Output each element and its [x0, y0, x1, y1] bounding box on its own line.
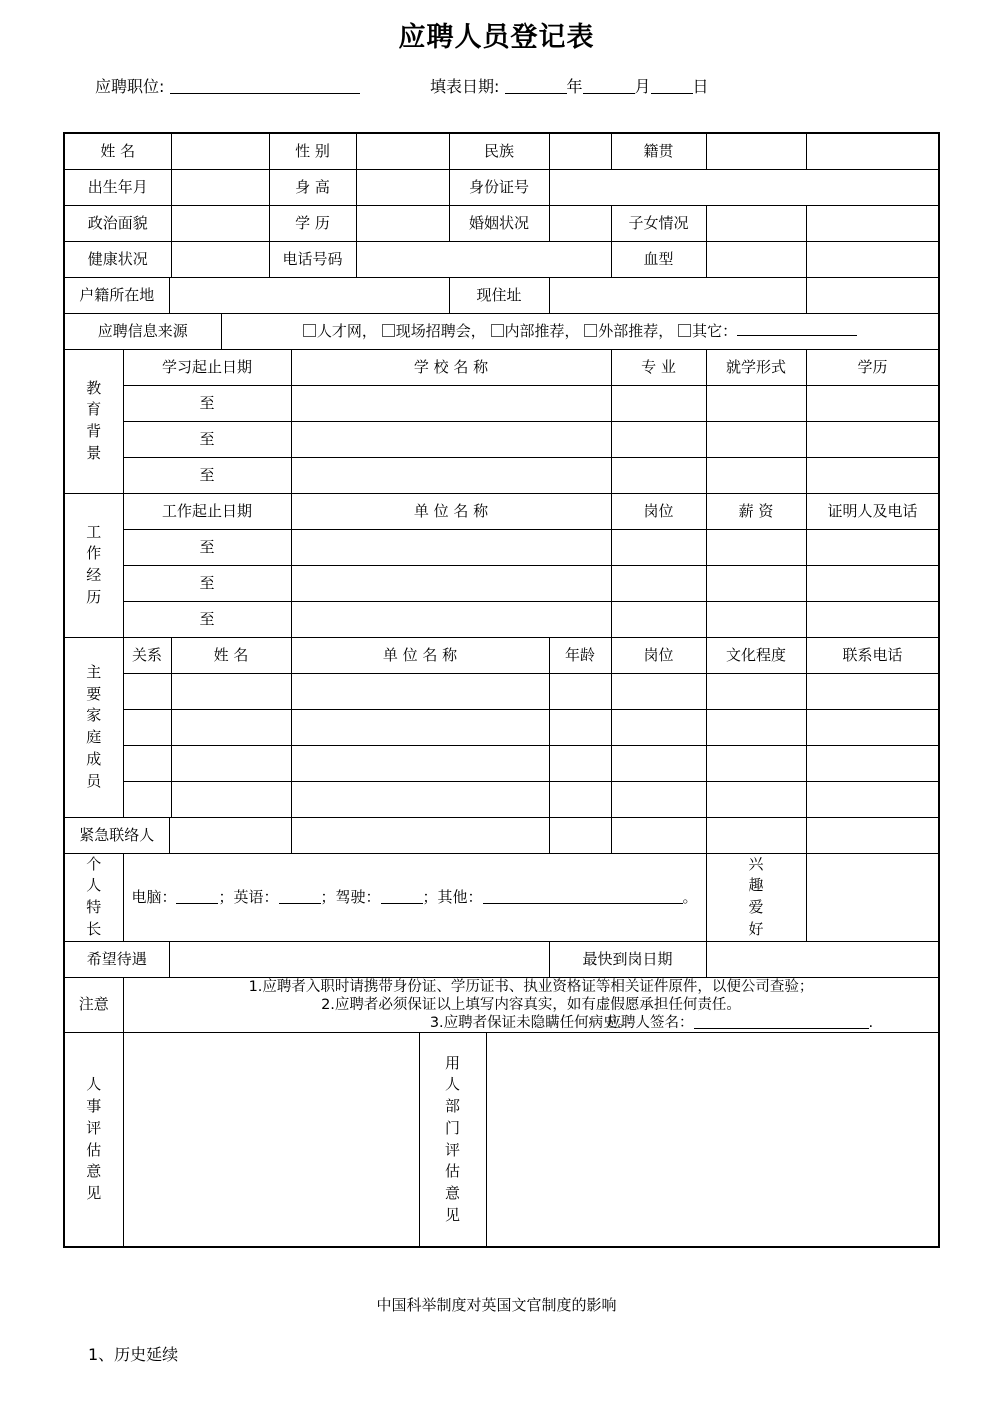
family-header-education: 文化程度: [706, 637, 806, 673]
hr-evaluation-label-line2: 评估: [86, 1118, 102, 1159]
name-value[interactable]: [171, 133, 269, 169]
family-header-name: 姓 名: [171, 637, 291, 673]
option-label-internal-referral: 内部推荐，: [504, 322, 580, 341]
education-section-label: [64, 349, 123, 493]
family-section-label-line2: 家庭: [86, 706, 102, 746]
work-company-3[interactable]: [291, 601, 611, 637]
family-company-1[interactable]: [291, 673, 549, 709]
family-header-relation: 关系: [123, 637, 171, 673]
table-row-family-2: [64, 709, 939, 745]
date-day-input[interactable]: [651, 78, 693, 94]
table-row-work-3: [64, 601, 939, 637]
table-row-family-3: [64, 745, 939, 781]
skill-driving-label: ；驾驶：: [320, 887, 381, 906]
family-name-4[interactable]: [171, 781, 291, 817]
date-year-unit: 年: [566, 77, 583, 97]
emergency-contact-name[interactable]: [169, 817, 291, 853]
signature-period: .: [868, 1014, 874, 1031]
education-level-value[interactable]: [356, 205, 449, 241]
family-company-3[interactable]: [291, 745, 549, 781]
table-row-education-header: [64, 349, 939, 385]
interests-label-line1: 兴趣: [748, 854, 764, 895]
family-header-phone: 联系电话: [806, 637, 939, 673]
education-header-major: 专 业: [611, 349, 706, 385]
header-fields: [0, 66, 993, 108]
family-education-4[interactable]: [706, 781, 806, 817]
marital-label: 婚姻状况: [449, 205, 549, 241]
ethnicity-value[interactable]: [549, 133, 611, 169]
education-form-3[interactable]: [706, 457, 806, 493]
hr-evaluation-label: [64, 1032, 123, 1247]
education-degree-1[interactable]: [806, 385, 939, 421]
work-header-company: 单 位 名 称: [291, 493, 611, 529]
work-section-label-line2: 经历: [86, 566, 102, 606]
work-section-label: [64, 493, 123, 637]
available-date-value[interactable]: [706, 941, 939, 977]
family-position-1[interactable]: [611, 673, 706, 709]
work-salary-1[interactable]: [706, 529, 806, 565]
current-address-label: 现住址: [449, 277, 549, 313]
political-value[interactable]: [171, 205, 269, 241]
family-section-label: [64, 637, 123, 817]
interests-value[interactable]: [806, 853, 939, 941]
family-header-position: 岗位: [611, 637, 706, 673]
note-item-3: 3.应聘者保证未隐瞒任何病史。: [429, 1014, 633, 1031]
health-value[interactable]: [171, 241, 269, 277]
work-reference-2[interactable]: [806, 565, 939, 601]
work-salary-2[interactable]: [706, 565, 806, 601]
table-row-health: [64, 241, 939, 277]
id-number-value[interactable]: [549, 169, 939, 205]
family-age-4[interactable]: [549, 781, 611, 817]
education-school-1[interactable]: [291, 385, 611, 421]
dept-evaluation-label: [419, 1032, 486, 1247]
expected-salary-label: 希望待遇: [64, 941, 169, 977]
table-row-work-2: [64, 565, 939, 601]
height-label: 身 高: [269, 169, 356, 205]
date-day-unit: 日: [692, 77, 709, 97]
interests-label-line2: 爱好: [748, 898, 764, 938]
family-company-4[interactable]: [291, 781, 549, 817]
education-degree-2[interactable]: [806, 421, 939, 457]
note-item-2: 2.应聘者必须保证以上填写内容真实，如有虚假愿承担任何责任。: [321, 996, 741, 1013]
education-header-school: 学 校 名 称: [291, 349, 611, 385]
document-page: [0, 22, 993, 1426]
footer-center-text: 中国科举制度对英国文官制度的影响: [376, 1296, 617, 1314]
photo-area-3[interactable]: [806, 205, 939, 241]
education-period-2[interactable]: 至: [123, 421, 291, 457]
household-value[interactable]: [169, 277, 449, 313]
family-education-1[interactable]: [706, 673, 806, 709]
birth-value[interactable]: [171, 169, 269, 205]
skills-label-line1: 个人: [86, 854, 102, 895]
dept-evaluation-label-line4: 意见: [445, 1184, 461, 1224]
applied-position-field[interactable]: [95, 74, 360, 97]
blood-type-value[interactable]: [706, 241, 806, 277]
education-school-2[interactable]: [291, 421, 611, 457]
work-header-period: 工作起止日期: [123, 493, 291, 529]
application-form-table: [63, 132, 940, 1248]
photo-area-5[interactable]: [806, 277, 939, 313]
date-year-input[interactable]: [505, 78, 567, 94]
family-phone-1[interactable]: [806, 673, 939, 709]
table-row-name: [64, 133, 939, 169]
form-date-label: 填表日期:: [430, 77, 500, 97]
work-period-3[interactable]: 至: [123, 601, 291, 637]
emergency-contact-info[interactable]: [291, 817, 549, 853]
children-label: 子女情况: [611, 205, 706, 241]
emergency-contact-education[interactable]: [706, 817, 806, 853]
skills-label-line2: 特长: [86, 898, 102, 938]
table-row-family-1: [64, 673, 939, 709]
household-label: 户籍所在地: [64, 277, 169, 313]
education-header-period: 学习起止日期: [123, 349, 291, 385]
option-label-talent-website: 人才网，: [316, 322, 377, 341]
info-source-label: 应聘信息来源: [64, 313, 221, 349]
gender-value[interactable]: [356, 133, 449, 169]
table-row-emergency-contact: [64, 817, 939, 853]
signature-input[interactable]: [694, 1014, 869, 1029]
children-value[interactable]: [706, 205, 806, 241]
skill-computer-input[interactable]: [176, 889, 218, 904]
work-section-label-line1: 工作: [86, 522, 102, 563]
family-education-2[interactable]: [706, 709, 806, 745]
emergency-contact-label: 紧急联络人: [64, 817, 169, 853]
signature-field[interactable]: [607, 1014, 874, 1032]
emergency-contact-position[interactable]: [611, 817, 706, 853]
option-label-external-referral: 外部推荐，: [598, 322, 674, 341]
table-row-notes: [64, 977, 939, 1032]
work-position-3[interactable]: [611, 601, 706, 637]
education-form-2[interactable]: [706, 421, 806, 457]
family-name-1[interactable]: [171, 673, 291, 709]
education-section-label-line1: 教育: [86, 378, 102, 419]
table-row-birth: [64, 169, 939, 205]
other-source-input[interactable]: [737, 321, 857, 336]
dept-evaluation-label-line1: 用人: [445, 1053, 461, 1094]
skill-other-input[interactable]: [483, 889, 683, 904]
work-reference-1[interactable]: [806, 529, 939, 565]
skill-other-label: ；其他：: [422, 887, 483, 906]
table-row-expectation: [64, 941, 939, 977]
option-label-job-fair: 现场招聘会，: [395, 322, 486, 341]
notes-label: 注意: [64, 977, 123, 1032]
height-value[interactable]: [356, 169, 449, 205]
checkbox-talent-website[interactable]: [303, 324, 316, 337]
ethnicity-label: 民族: [449, 133, 549, 169]
native-place-value[interactable]: [706, 133, 806, 169]
applied-position-input[interactable]: [170, 78, 360, 94]
table-row-family-header: [64, 637, 939, 673]
table-row-evaluation: [64, 1032, 939, 1247]
work-reference-3[interactable]: [806, 601, 939, 637]
hr-evaluation-label-line1: 人事: [86, 1075, 102, 1116]
family-company-2[interactable]: [291, 709, 549, 745]
work-position-1[interactable]: [611, 529, 706, 565]
family-phone-2[interactable]: [806, 709, 939, 745]
phone-value[interactable]: [356, 241, 611, 277]
skills-content[interactable]: [123, 853, 706, 941]
education-major-1[interactable]: [611, 385, 706, 421]
work-period-1[interactable]: 至: [123, 529, 291, 565]
expected-salary-value[interactable]: [169, 941, 549, 977]
photo-area-4[interactable]: [806, 241, 939, 277]
education-period-3[interactable]: 至: [123, 457, 291, 493]
skill-period-mark: 。: [682, 887, 698, 906]
family-age-1[interactable]: [549, 673, 611, 709]
work-salary-3[interactable]: [706, 601, 806, 637]
health-label: 健康状况: [64, 241, 171, 277]
family-position-2[interactable]: [611, 709, 706, 745]
education-period-1[interactable]: 至: [123, 385, 291, 421]
work-header-salary: 薪 资: [706, 493, 806, 529]
table-row-work-header: [64, 493, 939, 529]
checkbox-internal-referral[interactable]: [491, 324, 504, 337]
family-name-3[interactable]: [171, 745, 291, 781]
family-section-label-line3: 成员: [86, 749, 102, 790]
family-name-2[interactable]: [171, 709, 291, 745]
current-address-value[interactable]: [549, 277, 806, 313]
table-row-political: [64, 205, 939, 241]
education-degree-3[interactable]: [806, 457, 939, 493]
table-row-skills: [64, 853, 939, 941]
skill-english-input[interactable]: [279, 889, 321, 904]
blood-type-label: 血型: [611, 241, 706, 277]
work-header-position: 岗位: [611, 493, 706, 529]
info-source-options[interactable]: [221, 313, 939, 349]
education-school-3[interactable]: [291, 457, 611, 493]
native-place-label: 籍贯: [611, 133, 706, 169]
notes-content: [123, 977, 939, 1032]
family-relation-2[interactable]: [123, 709, 171, 745]
family-age-3[interactable]: [549, 745, 611, 781]
education-major-3[interactable]: [611, 457, 706, 493]
family-relation-3[interactable]: [123, 745, 171, 781]
hr-evaluation-label-line3: 意见: [86, 1162, 102, 1203]
note-item-3-wrapper: [127, 1014, 936, 1032]
note-item-1: 1.应聘者入职时请携带身份证、学历证书、执业资格证等相关证件原件，以便公司查验；: [248, 978, 814, 995]
marital-value[interactable]: [549, 205, 611, 241]
available-date-label: 最快到岗日期: [549, 941, 706, 977]
form-date-field[interactable]: [430, 74, 709, 97]
table-row-education-1: [64, 385, 939, 421]
phone-label: 电话号码: [269, 241, 356, 277]
gender-label: 性 别: [269, 133, 356, 169]
work-header-reference: 证明人及电话: [806, 493, 939, 529]
table-row-household: [64, 277, 939, 313]
family-section-label-line1: 主要: [86, 662, 102, 703]
education-header-degree: 学历: [806, 349, 939, 385]
checkbox-external-referral[interactable]: [584, 324, 597, 337]
option-label-other-source: 其它：: [692, 322, 738, 341]
page-title: 应聘人员登记表: [398, 22, 595, 53]
applied-position-label: 应聘职位:: [95, 77, 165, 97]
family-relation-4[interactable]: [123, 781, 171, 817]
signature-label: 应聘人签名：: [606, 1014, 694, 1031]
family-header-company: 单 位 名 称: [291, 637, 549, 673]
name-label: 姓 名: [64, 133, 171, 169]
family-phone-4[interactable]: [806, 781, 939, 817]
table-row-education-3: [64, 457, 939, 493]
photo-area[interactable]: [806, 133, 939, 169]
education-form-1[interactable]: [706, 385, 806, 421]
id-number-label: 身份证号: [449, 169, 549, 205]
checkbox-other-source[interactable]: [678, 324, 691, 337]
table-row-family-4: [64, 781, 939, 817]
checkbox-job-fair[interactable]: [382, 324, 395, 337]
date-month-input[interactable]: [583, 78, 635, 94]
education-level-label: 学 历: [269, 205, 356, 241]
family-header-age: 年龄: [549, 637, 611, 673]
education-major-2[interactable]: [611, 421, 706, 457]
dept-evaluation-label-line3: 评估: [445, 1140, 461, 1181]
family-age-2[interactable]: [549, 709, 611, 745]
work-period-2[interactable]: 至: [123, 565, 291, 601]
hr-evaluation-value[interactable]: [123, 1032, 419, 1247]
dept-evaluation-label-line2: 部门: [445, 1097, 461, 1137]
table-row-work-1: [64, 529, 939, 565]
family-education-3[interactable]: [706, 745, 806, 781]
work-position-2[interactable]: [611, 565, 706, 601]
skill-english-label: ；英语：: [218, 887, 279, 906]
emergency-contact-age[interactable]: [549, 817, 611, 853]
skill-computer-label: 电脑：: [131, 887, 177, 906]
family-phone-3[interactable]: [806, 745, 939, 781]
dept-evaluation-value[interactable]: [486, 1032, 939, 1247]
date-month-unit: 月: [634, 77, 651, 97]
footer-list-item: 1、历史延续: [88, 1345, 179, 1364]
birth-label: 出生年月: [64, 169, 171, 205]
family-relation-1[interactable]: [123, 673, 171, 709]
work-company-2[interactable]: [291, 565, 611, 601]
family-position-3[interactable]: [611, 745, 706, 781]
education-section-label-line2: 背景: [86, 422, 102, 462]
family-position-4[interactable]: [611, 781, 706, 817]
political-label: 政治面貌: [64, 205, 171, 241]
table-row-info-source: [64, 313, 939, 349]
work-company-1[interactable]: [291, 529, 611, 565]
skill-driving-input[interactable]: [381, 889, 423, 904]
emergency-contact-phone[interactable]: [806, 817, 939, 853]
skills-label: [64, 853, 123, 941]
education-header-form: 就学形式: [706, 349, 806, 385]
table-row-education-2: [64, 421, 939, 457]
interests-label: [706, 853, 806, 941]
